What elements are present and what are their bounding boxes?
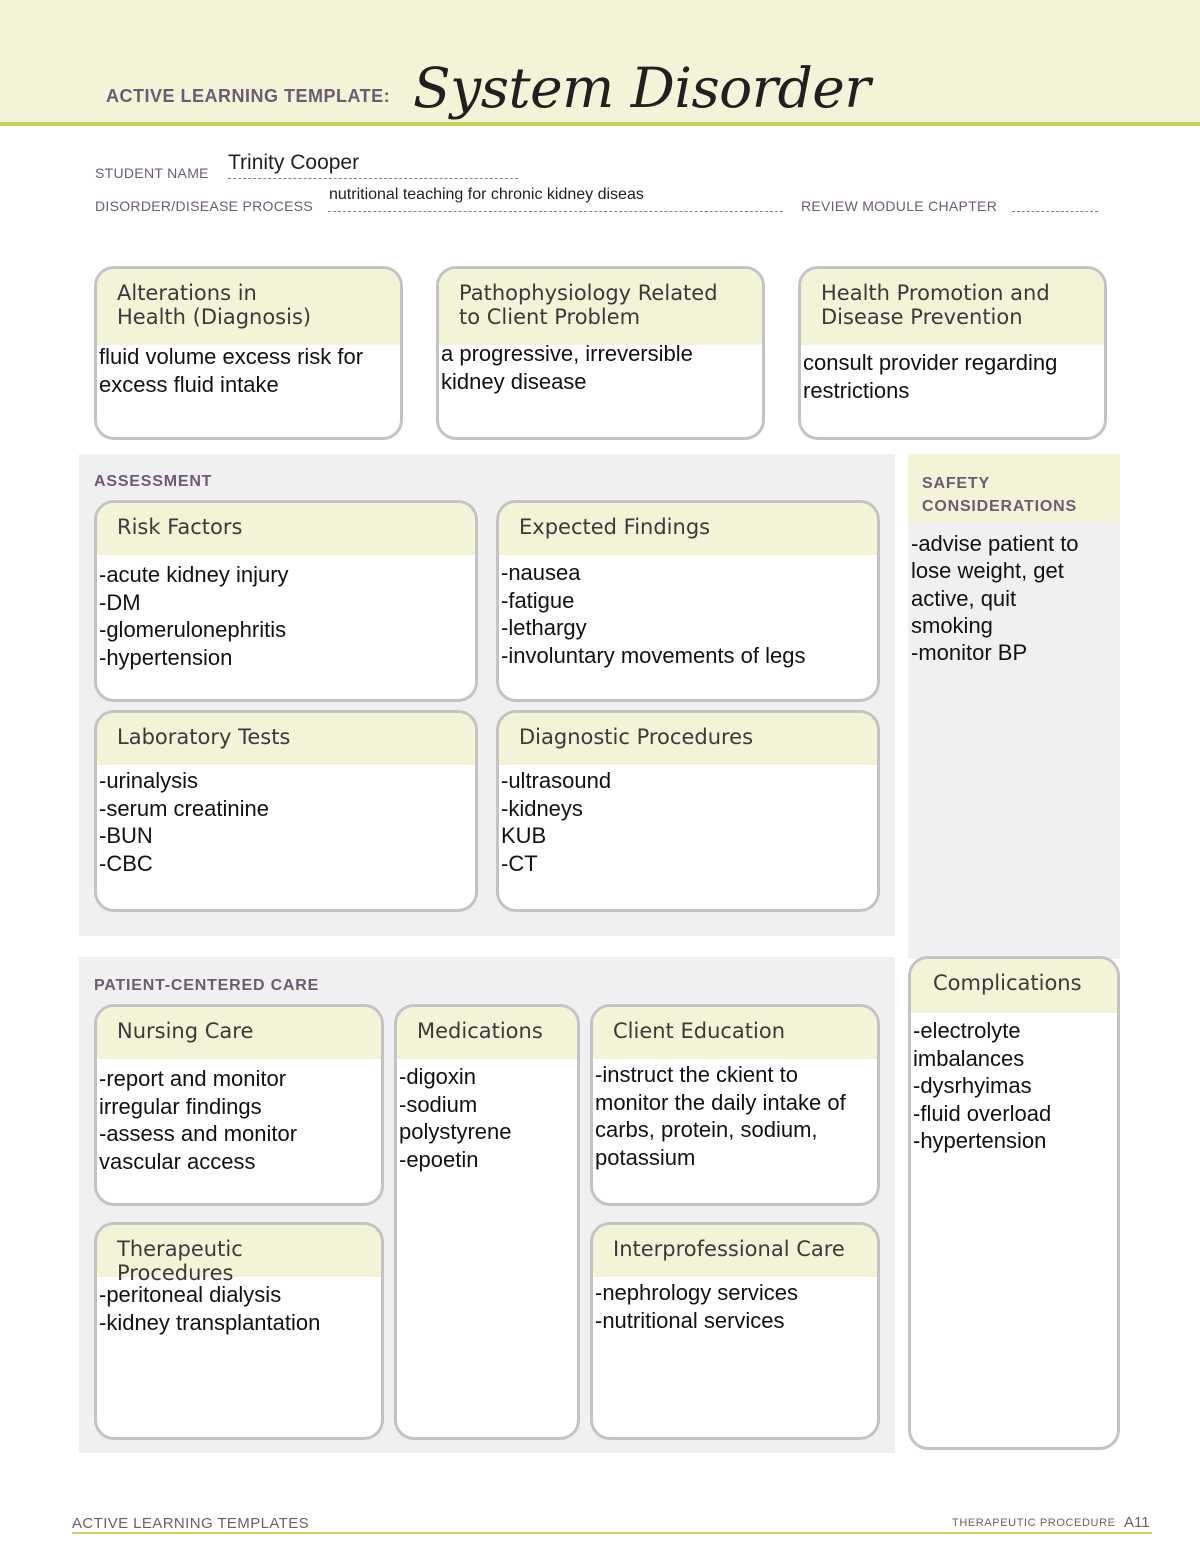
- complications-title: Complications: [911, 959, 1117, 1013]
- health-promotion-text[interactable]: consult provider regarding restrictions: [803, 350, 1058, 403]
- health-promotion-box: [798, 266, 1107, 440]
- template-label: ACTIVE LEARNING TEMPLATE:: [106, 86, 391, 106]
- alterations-text[interactable]: fluid volume excess risk for excess fluid intake: [99, 344, 364, 397]
- expected-findings-text[interactable]: -nausea -fatigue -lethargy -involuntary movements of legs: [501, 560, 806, 668]
- medications-box: [394, 1004, 580, 1440]
- alterations-title: Alterations in Health (Diagnosis): [97, 269, 400, 345]
- therapeutic-procedures-title: Therapeutic Procedures: [97, 1225, 381, 1277]
- diagnostic-procedures-title: Diagnostic Procedures: [499, 713, 877, 765]
- medications-title: Medications: [397, 1007, 577, 1059]
- safety-text[interactable]: -advise patient to lose weight, get active, quit smoking -monitor BP: [911, 531, 1079, 666]
- student-name-field[interactable]: Trinity Cooper: [228, 151, 360, 174]
- footer-divider: [72, 1532, 1152, 1534]
- nursing-care-text[interactable]: -report and monitor irregular findings -assess and monitor vascular access: [99, 1066, 298, 1174]
- medications-text[interactable]: -digoxin -sodium polystyrene -epoetin: [399, 1064, 512, 1172]
- risk-factors-box: [94, 500, 478, 702]
- page-number: A11: [1124, 1514, 1150, 1531]
- page-title: System Disorder: [413, 56, 871, 120]
- student-name-label: STUDENT NAME: [95, 165, 209, 181]
- interprofessional-care-box: [590, 1222, 880, 1440]
- diagnostic-procedures-box: [496, 710, 880, 912]
- safety-label: SAFETY CONSIDERATIONS: [922, 475, 1077, 515]
- complications-text[interactable]: -electrolyte imbalances -dysrhyimas -fluid overload -hypertension: [913, 1018, 1052, 1153]
- review-module-line: [1012, 211, 1098, 212]
- client-education-box: [590, 1004, 880, 1206]
- laboratory-tests-text[interactable]: -urinalysis -serum creatinine -BUN -CBC: [99, 768, 269, 876]
- client-education-title: Client Education: [593, 1007, 877, 1059]
- therapeutic-procedures-text[interactable]: -peritoneal dialysis -kidney transplantation: [99, 1282, 321, 1335]
- therapeutic-procedures-box: [94, 1222, 384, 1440]
- expected-findings-box: [496, 500, 880, 702]
- assessment-label: ASSESSMENT: [94, 473, 213, 490]
- nursing-care-title: Nursing Care: [97, 1007, 381, 1059]
- nursing-care-box: [94, 1004, 384, 1206]
- expected-findings-title: Expected Findings: [499, 503, 877, 555]
- client-education-text[interactable]: -instruct the ckient to monitor the daily intake of carbs, protein, sodium, potassium: [595, 1062, 846, 1170]
- review-module-label: REVIEW MODULE CHAPTER: [801, 198, 998, 214]
- interprofessional-care-text[interactable]: -nephrology services -nutritional services: [595, 1280, 798, 1333]
- footer-right-label: THERAPEUTIC PROCEDURE: [952, 1517, 1116, 1529]
- disorder-field[interactable]: nutritional teaching for chronic kidney diseas: [329, 186, 644, 203]
- complications-box: [908, 956, 1120, 1450]
- risk-factors-title: Risk Factors: [97, 503, 475, 555]
- student-name-line: [228, 178, 518, 179]
- pathophysiology-text[interactable]: a progressive, irreversible kidney disease: [441, 341, 693, 394]
- risk-factors-text[interactable]: -acute kidney injury -DM -glomerulonephritis -hypertension: [99, 562, 289, 670]
- pathophysiology-title: Pathophysiology Related to Client Problem: [439, 269, 762, 345]
- header-divider: [0, 122, 1200, 126]
- pathophysiology-box: [436, 266, 765, 440]
- patient-care-label: PATIENT-CENTERED CARE: [94, 977, 320, 994]
- interprofessional-care-title: Interprofessional Care: [593, 1225, 877, 1277]
- disorder-label: DISORDER/DISEASE PROCESS: [95, 198, 314, 214]
- alterations-in-health-box: [94, 266, 403, 440]
- health-promotion-title: Health Promotion and Disease Prevention: [801, 269, 1104, 345]
- disorder-line: [328, 211, 783, 212]
- laboratory-tests-title: Laboratory Tests: [97, 713, 475, 765]
- laboratory-tests-box: [94, 710, 478, 912]
- footer-left-label: ACTIVE LEARNING TEMPLATES: [72, 1515, 309, 1532]
- diagnostic-procedures-text[interactable]: -ultrasound -kidneys KUB -CT: [501, 768, 612, 876]
